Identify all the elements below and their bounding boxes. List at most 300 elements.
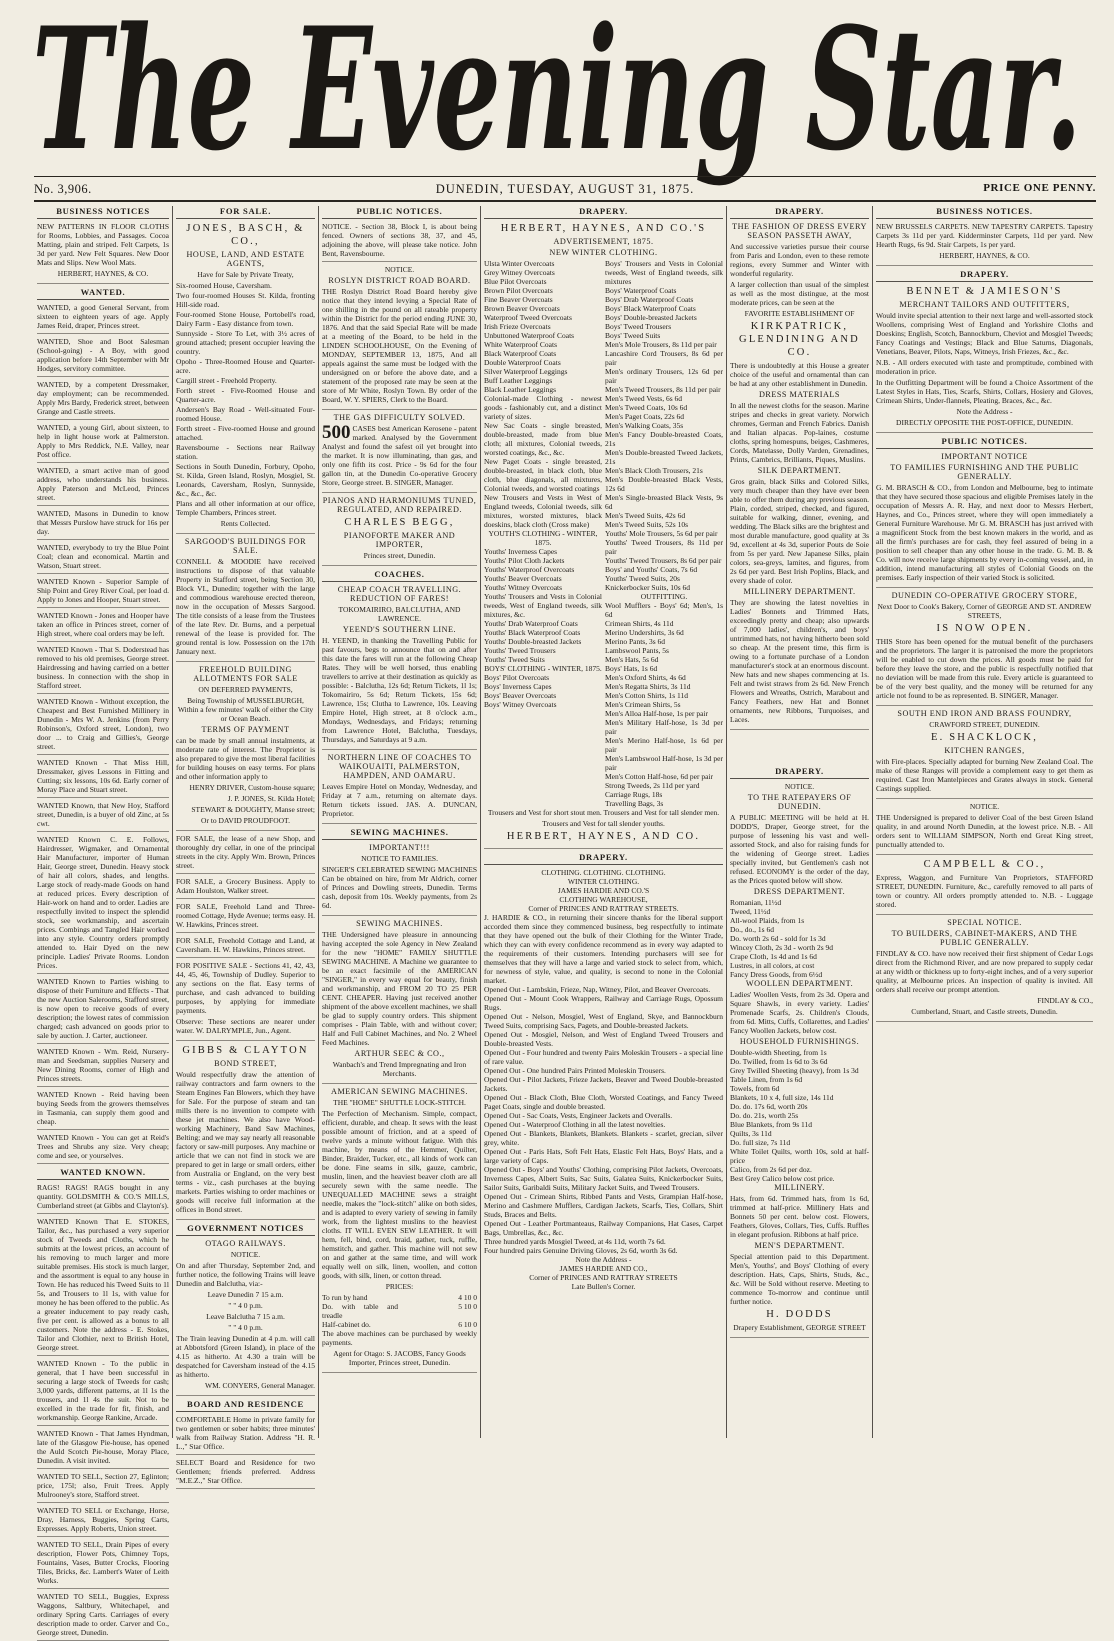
list-item: Youths' Drab Waterproof Coats: [484, 619, 578, 628]
ad-text: Note the Address -: [575, 1255, 632, 1264]
ad-kerosene: [322, 413, 477, 493]
list-item: Youths' Tweed Trousers, 8s 11d per pair: [605, 538, 723, 556]
list-item: Men's Regatta Shirts, 3s 11d: [605, 682, 691, 691]
list-item: New Paget Coats - single breasted, double-breasted, in black cloth, blue cloth, blue diagonals, all mixtures, Colonial tweeds, and worsted coatings: [484, 457, 602, 493]
wanted-ad: WANTED Known to Parties wishing to dispose of their Furniture and Effects - That the new Auction Salerooms, Stafford street, is now open to receive goods of every description; the lowest rates of commission charged; cash advanced on goods prior to sale by auction. J. Carter, auctioneer.: [37, 977, 169, 1044]
ad-text: Gros grain, black Silks and Colored Silks, very much cheaper than they have ever been able to offer them during any previous season. Plain, corded, striped, checked, and figured, suitable for walking, dinner, evening, and wedding. The Black silks are the brightest and most durable manufacture, good quality at 3s 9d, excellent at 4s 3d, superior Pouts de Soie from 5s per yard. New Japanese Silks, plain colors, sea-greys, lamites, and figures, from 2s 6d per yard. Best Irish Poplins, Black, and every shade of color.: [730, 477, 869, 585]
wanted-ad: WANTED, Shoe and Boot Salesman (School-going) - A Boy, with good application before 14th September with Mr Hodges, servitory committee.: [37, 337, 169, 377]
list-heading: BOYS' CLOTHING - WINTER, 1875.: [484, 664, 602, 673]
column-head: FOR SALE.: [176, 206, 315, 219]
ad-text: SINGER'S CELEBRATED SEWING MACHINES Can be obtained on hire, from Mr Aldrich, corner of Princes and Dowling streets, Dunedin. Terms cash, deposit from 10s. Weekly payments, from 2s 6d.: [322, 865, 477, 910]
ad-subtitle: NOTICE.: [384, 265, 415, 274]
masthead: [20, 0, 1094, 188]
section-head-public-notices: PUBLIC NOTICES.: [876, 436, 1093, 449]
list-item: Grey Twilled Sheeting (heavy), from 1s 3d: [730, 1066, 859, 1075]
issue-date: DUNEDIN, TUESDAY, AUGUST 31, 1875.: [435, 182, 695, 196]
list-item: Waterproof Tweed Overcoats: [484, 313, 572, 322]
ad-text: A PUBLIC MEETING will be held at H. DODD'S, Draper, George street, for the purpose of lessening his vast and well-assorted Stock, and also for raising funds for the widening of George street. Ladies specially invited, but Gentlemen's cash not refused. ECONOMY is the order of the day, as the Prices quoted below will show.: [730, 813, 869, 885]
ad-text: A larger collection than usual of the simplest as well as the most distingue, at the most moderate prices, can be seen at the: [730, 280, 869, 307]
list-item: New Sac Coats - single breasted, double-breasted, made from blue cloth; all mixtures, Colonial tweeds, worsted coatings, &c., &c.: [484, 421, 602, 457]
dept-head: MILLINERY DEPARTMENT.: [743, 587, 856, 596]
list-item: Crape Cloth, 1s 4d and 1s 6d: [730, 952, 817, 961]
ad-subtitle: CRAWFORD STREET, DUNEDIN.: [929, 720, 1040, 729]
ad-text: THE Undersigned have pleasure in announcing having accepted the sole Agency in New Zealand for the new "HOME" FAMILY SHUTTLE SEWING MACHINE. A Machine we guarantee to be an exact facsimile of the AMERICAN "SINGER," in every way equal for beauty, finish and workmanship, and FROM 20 TO 25 PER CENT. CHEAPER. Having just received another shipment of the above excellent machines, we shall be glad to supply country orders. This shipment comprises - Plain Table, with and without cover; Half and Full Cabinet Machines, and No. 2 Wheel Feed Machines.: [322, 930, 477, 1047]
list-item: Lancashire Cord Trousers, 8s 6d per pair: [605, 349, 723, 367]
list-item: Wincey Cloth, 2s 3d - worth 2s 9d: [730, 943, 834, 952]
list-item: Opened Out - Four hundred and twenty Pairs Moleskin Trousers - a special line of rare value.: [484, 1048, 723, 1066]
list-item: Travelling Bags, 3s: [605, 799, 664, 808]
list-item: Men's Walking Coats, 35s: [605, 421, 684, 430]
list-item: Do. do. 21s, worth 25s: [730, 1111, 799, 1120]
ad-title: CAMPBELL & CO.,: [923, 859, 1046, 870]
clothing-list-left: [484, 259, 602, 808]
list-item: Opened Out - Mount Cook Wrappers, Railway and Carriage Rugs, Opossum Rugs.: [484, 994, 723, 1012]
ad-text: Rents Collected.: [220, 519, 271, 528]
price-value: 4 10 0: [458, 1293, 477, 1302]
list-item: Romanian, 11½d: [730, 898, 782, 907]
wanted-ad: WANTED Known - Wm. Reid, Nursery-man and Seedsman, supplies Nursery and New Dining Rooms, corner of High and Princes streets.: [37, 1047, 169, 1087]
list-item: Boys' Tweed Trousers: [605, 322, 672, 331]
list-heading: YOUTH'S CLOTHING - WINTER, 1875.: [488, 529, 598, 547]
ad-signature: H. DODDS: [766, 1309, 833, 1320]
ad-subtitle: WINTER CLOTHING.: [567, 877, 640, 886]
wanted-ad: WANTED Known - Without exception, the Cheapest and Best Furnished Millinery in Dunedin - Mrs W. A. Jenkins (from Perry Robinson's, Oxford street, London), two door ... to Craig and Gillies's, George street.: [37, 697, 169, 755]
list-item: Men's Tweed Suits, 42s 6d: [605, 511, 686, 520]
list-item: Calico, from 2s 6d per doz.: [730, 1165, 812, 1174]
list-item: Knickerbocker Suits, 10s 6d: [605, 583, 690, 592]
list-item: Boys' Trousers and Vests in Colonial tweeds, West of England tweeds, silk mixtures: [605, 259, 723, 286]
wanted-ad: WANTED Known - Jones and Hooper have taken an office in Princes street, corner of High street, where coal orders may be left.: [37, 611, 169, 642]
list-item: New Trousers and Vests in West of England tweeds, Colonial tweeds, silk mixtures, worsted mixtures, black doeskins, black cloth (Cross make): [484, 493, 602, 529]
list-item: Sections in South Dunedin, Forbury, Opoho, St. Kilda, Green Island, Roslyn, Mosgiel, St. Leonards, Caversham, Roslyn, Sunnyside, &c., &c., &c.: [176, 462, 315, 498]
wanted-ad: WANTED Known - Reid having been buying Seeds from the growers themselves in Tasmania, can supply them good and cheap.: [37, 1090, 169, 1130]
board-ad: SELECT Board and Residence for two Gentlemen; friends preferred. Address "M.E.Z.," Star Office.: [176, 1458, 315, 1489]
price-head: PRICES:: [385, 1282, 414, 1291]
list-item: Boys' Beaver Overcoats: [484, 691, 557, 700]
list-item: Do. do. 17s 6d, worth 20s: [730, 1102, 808, 1111]
ad-title: KIRKPATRICK, GLENDINING AND CO.: [739, 321, 860, 358]
ad-title: TO THE RATEPAYERS OF DUNEDIN.: [747, 793, 852, 811]
ad-yeend-coach: [322, 585, 477, 750]
column-business-notices-right: [872, 206, 1096, 1438]
dept-head: HOUSEHOLD FURNISHINGS.: [739, 1037, 860, 1046]
dept-head: SILK DEPARTMENT.: [757, 466, 842, 475]
list-item: Youths' Pilot Cloth Jackets: [484, 556, 565, 565]
list-item: Opoho - Three-Roomed House and Quarter-acre.: [176, 357, 315, 375]
list-item: Do., do., 1s 6d: [730, 925, 774, 934]
wanted-ad: WANTED TO SELL, Drain Pipes of every description, Flower Pots, Chimney Tops, Fountains, Vases, Butter Crocks, Flooring Tiles, Bricks, &c. Lambert's Water of Leith Works.: [37, 1540, 169, 1589]
list-item: Ulsta Winter Overcoats: [484, 259, 555, 268]
sale-ad: FOR SALE, the lease of a new Shop, and thoroughly dry cellar, in one of the principal streets in the city. Apply Wm. Brown, Princes street.: [176, 834, 315, 874]
column-public-notices: [318, 206, 480, 1438]
ad-subtitle: NEW WINTER CLOTHING.: [549, 248, 658, 257]
ad-floor-cloths: [37, 222, 169, 284]
wanted-ad: WANTED, a young Girl, about sixteen, to help in light house work at Palmerston. Apply to Mrs Reddick, N.E. Valley, near Post office.: [37, 423, 169, 463]
ad-title: IMPORTANT!!!: [369, 843, 430, 852]
ad-text: Observe: These sections are nearer under water. W. DALRYMPLE, Jun., Agent.: [176, 1017, 315, 1035]
list-item: Brown Beaver Overcoats: [484, 304, 560, 313]
list-item: Boys' Waterproof Coats: [605, 286, 677, 295]
ad-gibbs-clayton: [176, 1044, 315, 1220]
list-item: Black Leather Leggings: [484, 385, 557, 394]
ad-intro: Have for Sale by Private Treaty,: [197, 270, 294, 279]
list-item: Boys' Witney Overcoats: [484, 700, 557, 709]
ad-text: CASES best American Kerosene - patent marked. Analysed by the Government Analyst and found the safest oil yet brought into the market. It is now illuminating, than gas, and only one fifth its cost. Price - 9s 6d for the four gallon tin, at the Dunedin Co-operative Grocery Store, George street. B. SINGER, Manager.: [322, 424, 477, 487]
ad-signature: JAMES HARDIE AND CO.,: [559, 1264, 648, 1273]
dept-head: WOOLLEN DEPARTMENT.: [745, 979, 854, 988]
list-item: Andersen's Bay Road - Well-situated Four-roomed House.: [176, 405, 315, 423]
list-item: Cargill street - Freehold Property.: [176, 376, 277, 385]
wanted-ad: WANTED Known - To the public in general, that I have been successful in securing a large stock of Tweeds for cash; 3,000 yards, different patterns, at 1l 1s the trousers, and 1l 4s the suit. Not to be excelled in the trade for fit, finish, and workmanship. George Rankine, Arcade.: [37, 1359, 169, 1426]
column-for-sale: [172, 206, 318, 1485]
column-head: PUBLIC NOTICES.: [322, 206, 477, 219]
list-item: Youths' Waterproof Overcoats: [484, 565, 575, 574]
ad-text: In the Outfitting Department will be found a Choice Assortment of the Latest Styles in Hats, Ties, Scarfs, Shirts, Collars, Hosiery and Gloves, Crimean Shirts, Under-flannels, Pleating, Braces, &c., &c.: [876, 378, 1093, 405]
list-heading: OUTFITTING.: [640, 592, 688, 601]
ad-subtitle: CLOTHING WAREHOUSE,: [559, 895, 648, 904]
ad-text: Trousers and Vest for tall slender youths.: [542, 819, 665, 828]
wanted-ad: WANTED Known - You can get at Reid's Trees and Shrubs any size. Very cheap; come and see, or yourselves.: [37, 1133, 169, 1164]
issue-price: PRICE ONE PENNY.: [983, 182, 1096, 194]
ad-text: The Perfection of Mechanism. Simple, compact, efficient, durable, and cheap. It sews with the least possible amount of friction, and at a speed of twelve yards a minute without fatigue. With this machine, by means of the Hemmer, Quilter, Binder, Braider, Tucker, etc., all kinds of work can be done. Fine seams in silk, gauze, cambric, muslin, linen, and the heaviest beaver cloth are all securely sewn with the same needle. The UNEQUALLED MACHINE sews a straight needle, makes the "lock-stitch" alike on both sides, and is adapted to every variety of sewing in family work, from the lightest muslins to the heaviest cloths. IT WILL EVEN SEW LEATHER. It will hem, fell, bind, cord, braid, gather, tuck, ruffle, hemstitch, and gather. This machine will not sew on and gather at the same time, and will work equally well on silk, linen, woollen, and cotton goods, with silk, linen, or cotton thread.: [322, 1109, 477, 1280]
wanted-ad: WANTED, by a competent Dressmaker, day employment; can be recommended. Apply Mrs Bardy, Frederick street, between Grange and Castle streets.: [37, 380, 169, 420]
section-head-sewing: SEWING MACHINES.: [322, 827, 477, 840]
list-item: Forth street - Five-Roomed House and Quarter-acre.: [176, 386, 315, 404]
timetable-row: " " 4 0 p.m.: [228, 1301, 263, 1310]
list-item: Do. Twilled, from 1s 6d to 3s 6d: [730, 1057, 828, 1066]
list-item: Opened Out - Crimean Shirts, Ribbed Pants and Vests, Grampian Half-hose, Merino and Cashmere Mufflers, Cardigan Jackets, Scarfs, Ties, Collars, Shirt Studs, Braces and Belts.: [484, 1192, 723, 1219]
ad-subtitle: TO BUILDERS, CABINET-MAKERS, AND THE PUBLIC GENERALLY.: [891, 929, 1078, 947]
ad-text: CONNELL & MOODIE have received instructions to dispose of that valuable Property in Stafford street, being Section 30, Block VI., Dunedin; together with the large and commodious warehouse erected thereon, now in the occupation of Messrs Sargood. The title consists of a lease from the Trustees of the late Rev. Dr. Burns, and a perpetual renewal of the lease is provided for. The ground rental is low. Possession on the 17th January next.: [176, 557, 315, 656]
ad-signature: STEWART & DOUGHTY, Manse street;: [191, 805, 315, 814]
list-item: Grey Witney Overcoats: [484, 268, 555, 277]
list-item: Towels, from 6d: [730, 1084, 780, 1093]
ad-subtitle: ARTHUR SEEC & CO.,: [354, 1049, 445, 1058]
ad-signature: HERBERT, HAYNES, & CO.: [57, 269, 149, 278]
list-item: Men's Military Half-hose, 1s 3d per pair: [605, 718, 723, 736]
ad-coop-store: [876, 591, 1093, 706]
list-item: Colonial-made Clothing - newest goods - fashionably cut, and a distinct variety of sizes.: [484, 394, 602, 421]
list-item: Opened Out - Lambskin, Frieze, Nap, Witney, Pilot, and Beaver Overcoats.: [484, 985, 711, 994]
dept-head: DRESS MATERIALS: [759, 390, 840, 399]
ad-signature: Agent for Otago: S. JACOBS, Fancy Goods Importer, Princes street, Dunedin.: [333, 1349, 466, 1367]
wanted-ad: WANTED Known - Superior Sample of Ship Point and Grey River Coal, per load d. Apply to Jones and Hooper, Stuart street.: [37, 577, 169, 608]
ad-h-dodds: [730, 782, 869, 1338]
price-label: Do. with table and treadle: [322, 1302, 398, 1320]
ad-text: In all the newest cloths for the season. Marine stripes and checks in great variety. Norwich chromes, German and French Fabrics. Danish and Italian alpacas. Pop-laines, costume cloths, spring homespuns, beiges, Cashmeres, Cords, Matelasse, Dolly Varden, Grenadines, Prints, Cambrics, Brilliants, Piques, Muslins.: [730, 401, 869, 464]
ad-text: NEW BRUSSELS CARPETS. NEW TAPESTRY CARPETS. Tapestry Carpets 3s 11d per yard. Kidderminster Carpets, 11d per yard. New Hearth Rugs, 6s 9d. Stair Carpets, 1s per yard.: [876, 222, 1093, 249]
list-item: Boys' Hats, 1s 6d: [605, 664, 658, 673]
ad-title: PIANOS AND HARMONIUMS TUNED, REGULATED, AND REPAIRED.: [322, 496, 477, 514]
ad-address: Corner of PRINCES AND RATTRAY STREETS: [529, 1273, 678, 1282]
list-item: Men's Paget Coats, 22s 6d: [605, 412, 685, 421]
list-item: Wool Mufflers - Boys' 6d; Men's, 1s 6d: [605, 601, 723, 619]
wanted-ad: WANTED, everybody to try the Blue Point Coal; clean and economical. Martin and Watson, Stuart street.: [37, 543, 169, 574]
price-label: Half-cabinet do.: [322, 1320, 371, 1329]
column-drapery-kirkpatrick: [726, 206, 872, 762]
list-item: Quilts, 3s 11d: [730, 1129, 772, 1138]
list-item: Men's Single-breasted Black Vests, 9s 6d: [605, 493, 723, 511]
ad-text: THIS Store has been opened for the mutual benefit of the purchasers and the proprietors. The larger it is patronised the more the proprietors will be enabled to cut down the prices. All goods must be paid for before they leave the store, and the public is respectfully notified that no deviation will be made from this rule. Every article is guaranteed to be of the very best quality, and the money will be returned for any article not found to be as represented. B. SINGER, Manager.: [876, 637, 1093, 700]
ad-title: NORTHERN LINE OF COACHES TO WAIKOUAITI, PALMERSTON, HAMPDEN, AND OAMARU.: [327, 753, 472, 780]
ad-text: with Fire-places. Specially adapted for burning New Zealand Coal. The make of these Ranges will provide a complement easy to get them as required. Cast Iron Mantelpieces and Grates always in stock. General Castings supplied.: [876, 757, 1093, 793]
ad-kirkpatrick-intro: [730, 222, 869, 730]
dept-head: MILLINERY.: [774, 1183, 825, 1192]
list-item: Youths' Inverness Capes: [484, 547, 558, 556]
ad-herbert-haynes: [484, 222, 723, 849]
ad-brussels-carpets: [876, 222, 1093, 266]
column-head: DRAPERY.: [730, 766, 869, 779]
ad-subtitle: TOKOMAIRIRO, BALCLUTHA, AND LAWRENCE.: [338, 605, 461, 623]
section-head-drapery: DRAPERY.: [484, 852, 723, 865]
ad-text: There is undoubtedly at this House a greater choice of the useful and ornamental than can be had at any other establishment in Dunedin.: [730, 361, 869, 388]
ad-subtitle: TO FAMILIES FURNISHING AND THE PUBLIC GENERALLY.: [890, 463, 1079, 481]
list-item: Unbuttoned Waterproof Coats: [484, 331, 575, 340]
ad-address: Princes street, Dunedin.: [363, 551, 436, 560]
list-item: Men's Cotton Shirts, 1s 11d: [605, 691, 688, 700]
list-item: Men's Tweed Coats, 10s 6d: [605, 403, 688, 412]
list-item: Youths' Beaver Overcoats: [484, 574, 562, 583]
ad-drop-number: 500: [322, 422, 351, 443]
wanted-ad: WANTED Known - That S. Doderstead has removed to his old premises, George street. Hairdressing and having carried on a better business. In connection with the shop in Stafford street.: [37, 645, 169, 694]
ad-text: Note the Address -: [956, 407, 1013, 416]
ad-text: Would invite special attention to their next large and well-assorted stock Woollens, comprising West of England and Yorkshire Cloths and Doeskins; English, Scotch, Bannockburn, Cheviot and Mosgiel Tweeds; Fancy Coatings and Vestings; Black and Blue Saturns, Diagonals, Venetians, Beaver, Pilots, Naps, Witneys, Irish Friezes, &c., &c.: [876, 311, 1093, 356]
wanted-ad: WANTED Known That E. STOKES, Tailor, &c., has purchased a very superior stock of Tweeds and Cloths, which he submits at the lowest prices, an account of his removing to much larger and more suitable premises. His stock is much larger, and the assortment is equal to any house in Town. He has reduced his Tweed Suits to 1l 5s, and Trousers to 1l 1s, with value for money he has been offered to the public. As a greater inducement to pay ready cash, five per cent. is allowed as a bonus to all customers. Note the address - E. Stokes, Tailor and Clothier, next to British Hotel, George street.: [37, 1217, 169, 1356]
ad-text: Special attention paid to this Department. Men's, Youths', and Boys' Clothing of every description. Hats, Caps, Shirts, Studs, &c., &c. Will be Sold without reserve. Meeting to commence To-morrow and continue until further notice.: [730, 1252, 869, 1306]
ad-signature: Or to DAVID PROUDFOOT.: [201, 816, 290, 825]
ad-signature: HERBERT, HAYNES, & CO.: [939, 251, 1030, 260]
ad-subtitle: ON DEFERRED PAYMENTS,: [198, 685, 293, 694]
list-item: Do. full size, 7s 11d: [730, 1138, 791, 1147]
ad-subtitle: NOTICE.: [230, 1250, 261, 1259]
clothing-list-right: [605, 259, 723, 808]
ad-title: DUNEDIN CO-OPERATIVE GROCERY STORE,: [891, 591, 1078, 600]
ad-title: GIBBS & CLAYTON: [182, 1045, 309, 1056]
ad-simpson-coal: [876, 802, 1093, 855]
list-item: Youths' Tweed Trousers, 8s 6d per pair: [605, 556, 722, 565]
ad-subtitle: Corner of PRINCES AND RATTRAY STREETS.: [528, 904, 679, 913]
ad-text: The Train leaving Dunedin at 4 p.m. will call at Abbotsford (Green Island), in place of the 4.15 as hitherto. At 4.30 a train will be despatched for Caversham instead of the 4.15 as hitherto.: [176, 1334, 315, 1379]
list-item: Men's ordinary Trousers, 12s 6d per pair: [605, 367, 723, 385]
price-row: [322, 1293, 477, 1302]
ad-jones-basch: [176, 222, 315, 534]
ad-address: Cumberland, Stuart, and Castle streets, Dunedin.: [911, 1007, 1058, 1016]
ad-title: IMPORTANT NOTICE: [941, 452, 1028, 461]
list-item: Merino Undershirts, 3s 6d: [605, 628, 684, 637]
list-item: Youths' Witney Overcoats: [484, 583, 563, 592]
list-item: Opened Out - Sac Coats, Vests, Engineer Jackets and Overalls.: [484, 1111, 673, 1120]
section-head-drapery: DRAPERY.: [876, 269, 1093, 282]
ad-title: THE GAS DIFFICULTY SOLVED.: [333, 413, 466, 422]
list-item: Youths' Mole Trousers, 5s 6d per pair: [605, 529, 718, 538]
ad-address: Drapery Establishment, GEORGE STREET: [733, 1323, 866, 1332]
ad-title: JONES, BASCH, & CO.,: [186, 223, 305, 247]
list-item: Men's Double-breasted Tweed Jackets, 21s: [605, 448, 723, 466]
list-item: Ravensbourne - Sections near Railway station.: [176, 443, 315, 461]
list-item: Boys' Inverness Capes: [484, 682, 552, 691]
sale-ad: [176, 961, 315, 1041]
list-item: Men's Tweed Suits, 52s 10s: [605, 520, 688, 529]
list-item: Boys' Pilot Overcoats: [484, 673, 550, 682]
wanted-ad: WANTED TO SELL, Buggies, Express Waggons, Saltbury, Whitechapel, and ordinary Spring Carts. Carriages of every description made to order. Carver and Co., George street, Dunedin.: [37, 1592, 169, 1641]
issue-number: No. 3,906.: [34, 182, 92, 196]
ad-title: BENNET & JAMIESON'S: [906, 286, 1063, 297]
wanted-ad: WANTED, a smart active man of good address, who understands his business. Apply Paterson and McLeod, Princes street.: [37, 466, 169, 506]
ad-subtitle: BOND STREET,: [214, 1059, 277, 1068]
ad-singer: [322, 843, 477, 916]
list-item: Men's Mole Trousers, 8s 11d per pair: [605, 340, 717, 349]
timetable-row: " " 4 0 p.m.: [228, 1323, 263, 1332]
section-head-coaches: COACHES.: [322, 569, 477, 582]
wanted-ad: WANTED TO SELL, Section 27, Eglinton; price, 175l; also, Fruit Trees. Apply Mulrooney's store, Stafford street.: [37, 1472, 169, 1503]
list-item: Double Waterproof Coats: [484, 358, 561, 367]
ad-text: FINDLAY & CO. have now received their first shipment of Cedar Logs direct from the Richmond River, and are now prepared to supply cedar at any width or thickness up to forty-eight inches, and of a very superior quality, at Melbourne prices. An inspection of quality is invited. All orders shall receive our prompt attention.: [876, 949, 1093, 994]
ad-text: H. YEEND, in thanking the Travelling Public for past favours, begs to announce that on and after this date the fares will run at the following Cheap Rates. They will be well horsed, thus enabling travellers to arrive at their destination as quickly as possible: - Balclutha, 12s 6d; Return Tickets, 1l 1s; Tokomairiro, 5s 6d; Return Tickets, 15s 6d; Lawrence, 15s; Clutha to Lawrence, 10s. Leaving Empire Hotel, High street, at 8 o'clock a.m., Mondays, Wednesdays, and Fridays; returning from Lawrence Hotel, Balclutha, Tuesdays, Thursdays, and Saturdays at 9 a.m.: [322, 636, 477, 744]
list-item: Four-roomed Stone House, Portobell's road, Dairy Farm - Easy distance from town.: [176, 310, 315, 328]
list-item: Lustres, in all colors, at cost: [730, 961, 815, 970]
ad-signature: FINDLAY & CO.,: [1037, 996, 1093, 1005]
list-item: Men's Crimean Shirts, 5s: [605, 700, 681, 709]
ad-title: ROSLYN DISTRICT ROAD BOARD.: [328, 276, 471, 285]
list-item: Brown Pilot Overcoats: [484, 286, 553, 295]
ad-text: They are showing the latest novelties in Ladies' Bonnets and Trimmed Hats, exceedingly pretty and cheap; also upwards of 7,000 ladies', children's, and boys' untrimmed hats, not having hitherto been sold so cheap. At the present time, this firm is owing to a fortunate purchase of a London manufacturer's stock at an enormous discount. New hats and new shapes commencing at 1s. Felt and twist straws from 2s 6d. New French Flowers and Wreaths, Ostrich, Marabout and Fancy Feathers, new Hat and Bonnet ornaments, new Ribbons, Turquoises, and Laces.: [730, 598, 869, 724]
ad-text: Trousers and Vest for short stout men. Trousers and Vest for tall slender men.: [487, 808, 720, 817]
list-item: White Waterproof Coats: [484, 340, 557, 349]
ad-subtitle: TERMS OF PAYMENT: [201, 725, 290, 734]
list-item: Men's Black Cloth Trousers, 21s: [605, 466, 703, 475]
ad-text: Plans and all other information at our office, Temple Chambers, Princes street.: [176, 499, 315, 517]
ad-text: N.B. - All orders executed with taste and promptitude, combined with moderation in price.: [876, 358, 1093, 376]
list-item: Youths' Tweed Suits: [484, 655, 545, 664]
masthead-title: The Evening Star.: [32, 0, 1082, 188]
ad-text: And successive varieties pursue their course from Paris and London, even to these remote regions, every Summer and Winter with wonderful regularity.: [730, 242, 869, 278]
list-item: Men's Oxford Shirts, 4s 6d: [605, 673, 686, 682]
list-item: Crimean Shirts, 4s 11d: [605, 619, 674, 628]
board-ad: COMFORTABLE Home in private family for two gentlemen or sober habits; three minutes' walk from Railway Station. Address "H. R. L.," Star Office.: [176, 1415, 315, 1455]
list-item: Blue Pilot Overcoats: [484, 277, 547, 286]
ad-text: Would respectfully draw the attention of railway contractors and farm owners to the Steam Engines Fan Blowers, which they have for Sale. For the purpose of steam and tan mills there is no invention to compete with these jet machines. We also have Wood-working Machinery, Band Saw Machines, Belting; and we may say nearly all reasonable factory or saw-mill purposes. Any machine or article that we can not find in stock we are prepared to get in large or small orders, either from Australia or England, on the very best terms - viz., cash purchases at the buying markets. Parties wishing to order machines or goods will receive full information at the offices in Bond street.: [176, 1070, 315, 1214]
list-item: Double-width Sheeting, from 1s: [730, 1048, 827, 1057]
list-item: Merino Pants, 3s 6d: [605, 637, 665, 646]
timetable-row: Leave Dunedin 7 15 a.m.: [207, 1290, 284, 1299]
column-head: DRAPERY.: [484, 206, 723, 219]
ad-otago-railways: [176, 1239, 315, 1396]
ad-text: THE Undersigned is prepared to deliver Coal of the best Green Island quality, in and around North Dunedin, at the lowest price. N.B. - All orders sent to WILLIAM SIMPSON, North end Great King street, punctually attended to.: [876, 813, 1093, 849]
wanted-ad: WANTED Known C. E. Follows, Hairdresser, Wigmaker, and Ornamental Hair Manufacturer, importer of Human Hair, George street, Dunedin. Heavy stock of hair all colors, shades, and lengths. Large stock of ready-made Goods on hand at reduced prices. Every description of Hair-work on hand and to order. Ladies are respectfully invited to inspect the splendid stock, see workmanship, and ascertain prices. Combings and Tangled Hair worked into any style. Country orders promptly attended to. Hair Dyed on the new principle. Ladies' Private Rooms. London Prices.: [37, 835, 169, 974]
ad-subtitle: THE "HOME" SHUTTLE LOCK-STITCH.: [333, 1098, 466, 1107]
ad-subtitle: ADVERTISEMENT, 1875.: [553, 237, 654, 246]
list-item: Boys' Black Waterproof Coats: [605, 304, 696, 313]
ad-text: The above machines can be purchased by weekly payments.: [322, 1329, 477, 1347]
column-head: DRAPERY.: [730, 206, 869, 219]
list-item: Men's Hats, 5s 6d: [605, 655, 659, 664]
ad-text: Ladies' Woollen Vests, from 2s 3d. Opera and Square Shawls, in every variety. Ladies' Promenade Scarfs, 2s. Children's Clouds, from 6d. Mitts, Cuffs, Collarettes, and Ladies' Fancy Woollen Jackets, below cost.: [730, 990, 869, 1035]
list-item: Fine Beaver Overcoats: [484, 295, 553, 304]
ad-title: HERBERT, HAYNES, AND CO.'S: [500, 223, 707, 234]
price-row: [322, 1302, 477, 1320]
list-item: Men's Merino Half-hose, 1s 6d per pair: [605, 736, 723, 754]
ad-title: SOUTH END IRON AND BRASS FOUNDRY,: [897, 709, 1072, 718]
ad-signature: J. P. JONES, St. Kilda Hotel;: [227, 794, 315, 803]
ad-text: J. HARDIE & CO., in returning their sincere thanks for the liberal support accorded them since they commenced business, beg respectfully to intimate that they have opened out the bulk of their Clothing for the Winter Trade, which they can with every confidence recommend as in every way adapted to the requirements of their customers. Intending purchasers will see for themselves that they will have a large and varied stock to select from, which, for newness of style, value, and quality, is second to none in the Colonial market.: [484, 913, 723, 985]
ad-text: can be made by small annual instalments, at moderate rate of interest. The Proprietor is also prepared to give the most liberal facilities for building houses on easy terms. For plans and other information apply to: [176, 736, 315, 781]
ad-title: JAMES HARDIE AND CO.'S: [557, 886, 650, 895]
timetable-row: Leave Balclutha 7 15 a.m.: [206, 1312, 285, 1321]
list-item: Lambswool Pants, 5s: [605, 646, 669, 655]
wanted-ad: WANTED Known - That Miss Hill, Dressmaker, gives Lessons in Fitting and Cutting; six lessons, 10s 6d. Early corner of Moray Place and Stuart street.: [37, 758, 169, 798]
list-item: Three hundred yards Mosgiel Tweed, at 4s 11d, worth 7s 6d.: [484, 1237, 666, 1246]
list-item: Opened Out - Boys' and Youths' Clothing, comprising Pilot Jackets, Overcoats, Inverness Capes, Albert Suits, Sac Suits, Galatea Suits, Knickerbocker Suits, Sailor Suits, Garibaldi Suits, Military Jacket Suits, and Tweed Trousers.: [484, 1165, 723, 1192]
ad-subtitle: HOUSE, LAND, AND ESTATE AGENTS,: [186, 250, 305, 268]
ad-bennet-jamieson: [876, 285, 1093, 433]
ad-subtitle: NOTICE.: [784, 782, 815, 791]
ad-rags: RAGS! RAGS! RAGS bought in any quantity. GOLDSMITH & CO.'S MILLS, Cumberland street (at Gibbs and Clayton's).: [37, 1183, 169, 1214]
list-item: Youths' Black Waterproof Coats: [484, 628, 581, 637]
ad-subtitle: Next Door to Cook's Bakery, Corner of GEORGE AND ST. ANDREW STREETS,: [877, 602, 1092, 620]
list-item: Men's Alloa Half-hose, 1s per pair: [605, 709, 708, 718]
price-label: To run by hand: [322, 1293, 368, 1302]
list-item: Six-roomed House, Caversham.: [176, 281, 272, 290]
ad-title: CHARLES BEGG,: [344, 517, 455, 528]
list-item: All-wool Plaids, from 1s: [730, 916, 805, 925]
ad-text: FOR POSITIVE SALE - Sections 41, 42, 43, 44, 45, 46, Township of Dudley. Superior to any sections on the flat. Easy terms of purchase, and cash advanced to building purposes, by applying for immediate payments.: [176, 961, 315, 1015]
list-item: Opened Out - Pilot Jackets, Frieze Jackets, Beaver and Tweed Double-breasted Jackets.: [484, 1075, 723, 1093]
ad-freehold: [176, 665, 315, 831]
ad-subtitle: MERCHANT TAILORS AND OUTFITTERS,: [899, 300, 1070, 309]
ad-text: THE Roslyn District Road Board hereby give notice that they intend levying a Special Rate of one shilling in the pound on all rateable property within the District for the period ending JUNE 30, 1876. And that the said Special Rate will be made at a meeting of the Board, to be held in the LINDEN SCHOOLHOUSE, On the Evening of MONDAY, SEPTEMBER 13, 1875, And all appeals against the same must be lodged with the undersigned on or before the above date, and a statement of the proposed rate may be seen at the store of Mr White, Roslyn Town. By order of the Board, W. Y. SPIERS, Clerk to the Board.: [322, 287, 477, 404]
section-head-government: GOVERNMENT NOTICES: [176, 1223, 315, 1236]
ad-text: Express, Waggon, and Furniture Van Proprietors, STAFFORD STREET, DUNEDIN. Furniture, &c., carefully removed to all parts of town or country. All orders promptly attended to. N.B. - Luggage stored.: [876, 873, 1093, 909]
ad-text: NEW PATTERNS IN FLOOR CLOTHS for Rooms, Lobbies, and Passages. Cocoa Matting, plain and striped. Felt Carpets, 1s 3d per yard. New Felt Squares. New Door Mats and Slips. New Wool Mats.: [37, 222, 169, 267]
ad-northern-coaches: [322, 753, 477, 824]
ad-title: AMERICAN SEWING MACHINES.: [331, 1087, 468, 1096]
list-item: Opened Out - Black Cloth, Blue Cloth, Worsted Coatings, and Fancy Tweed Paget Coats, single and double breasted.: [484, 1093, 723, 1111]
ad-charles-begg: [322, 496, 477, 566]
list-item: Youths' Tweed Trousers: [484, 646, 556, 655]
ad-title: SEWING MACHINES.: [356, 919, 443, 928]
list-item: Opened Out - One hundred Pairs Printed Moleskin Trousers.: [484, 1066, 666, 1075]
list-item: Fancy Dress Goods, from 6½d: [730, 970, 823, 979]
list-item: Boys' Double-breasted Jackets: [605, 313, 697, 322]
list-item: Best Grey Calico below cost price.: [730, 1174, 835, 1183]
price-value: 6 10 0: [458, 1320, 477, 1329]
ad-subtitle: YEEND'S SOUTHERN LINE.: [342, 625, 457, 634]
column-business-notices: [34, 206, 172, 1637]
column-head: BUSINESS NOTICES.: [876, 206, 1093, 219]
section-head-wanted: WANTED.: [37, 287, 169, 300]
ad-text: G. M. BRASCH & CO., from London and Melbourne, beg to intimate that they have secured those spacious and eligible Premises lately in the occupation of Messrs A. R. Hay, and next door to Messrs Herbert, Haynes, and Co., Princes street, where they will open immediately a General Furniture Warehouse. Mr G. M. BRASCH has just arrived with a magnificent Stock from the best known makers in the world, and as all the firm's purchases are for cash, they feel assured of being in a position to sell cheaper than any other house in the trade. G. M. B. & Co. will now receive large shipments by every in-coming vessel, and, in addition, intend manufacturing all styles of Colonial Goods on the premises. Early inspection of their varied Stock is solicited.: [876, 483, 1093, 582]
column-head: BUSINESS NOTICES: [37, 206, 169, 219]
list-item: Boys' Drab Waterproof Coats: [605, 295, 694, 304]
ad-american-sewing: [322, 1087, 477, 1373]
ad-subtitle: PIANOFORTE MAKER AND IMPORTER,: [343, 531, 456, 549]
list-item: Forth street - Five-roomed House and ground attached.: [176, 424, 315, 442]
wanted-ad: WANTED Known - That James Hyndman, late of the Glasgow Pie-house, has opened the Auld Scotch Pie-house, Moray Place, Dunedin. A visit invited.: [37, 1429, 169, 1469]
list-item: Buff Leather Leggings: [484, 376, 553, 385]
ad-title: SPECIAL NOTICE.: [947, 918, 1022, 927]
list-item: Opened Out - Paris Hats, Soft Felt Hats, Elastic Felt Hats, Boys' Hats, and a large variety of Caps.: [484, 1147, 723, 1165]
ad-text: Hats, from 6d. Trimmed hats, from 1s 6d, trimmed at half-price. Millinery Hats and Bonnets 50 per cent. below cost. Flowers, Feathers, Gloves, Collars, Ties, Cuffs. Ruffles in elegant profusion. Ribbons at half price.: [730, 1194, 869, 1239]
ad-shacklock: [876, 709, 1093, 799]
ad-title: OTAGO RAILWAYS.: [205, 1239, 286, 1248]
list-item: Table Linen, from 1s 6d: [730, 1075, 803, 1084]
price-value: 5 10 0: [458, 1302, 477, 1311]
sale-ad: FOR SALE, Freehold Cottage and Land, at Caversham. H. W. Hawkins, Princes street.: [176, 936, 315, 958]
sale-ad: FOR SALE, a Grocery Business. Apply to Adam Houlston, Walker street.: [176, 877, 315, 899]
ad-subtitle: KITCHEN RANGES,: [944, 746, 1025, 755]
ad-subtitle: NOTICE TO FAMILIES.: [361, 854, 438, 863]
wanted-ad: WANTED, Masons in Dunedin to know that Messrs Purslow have struck for 16s per day.: [37, 509, 169, 540]
